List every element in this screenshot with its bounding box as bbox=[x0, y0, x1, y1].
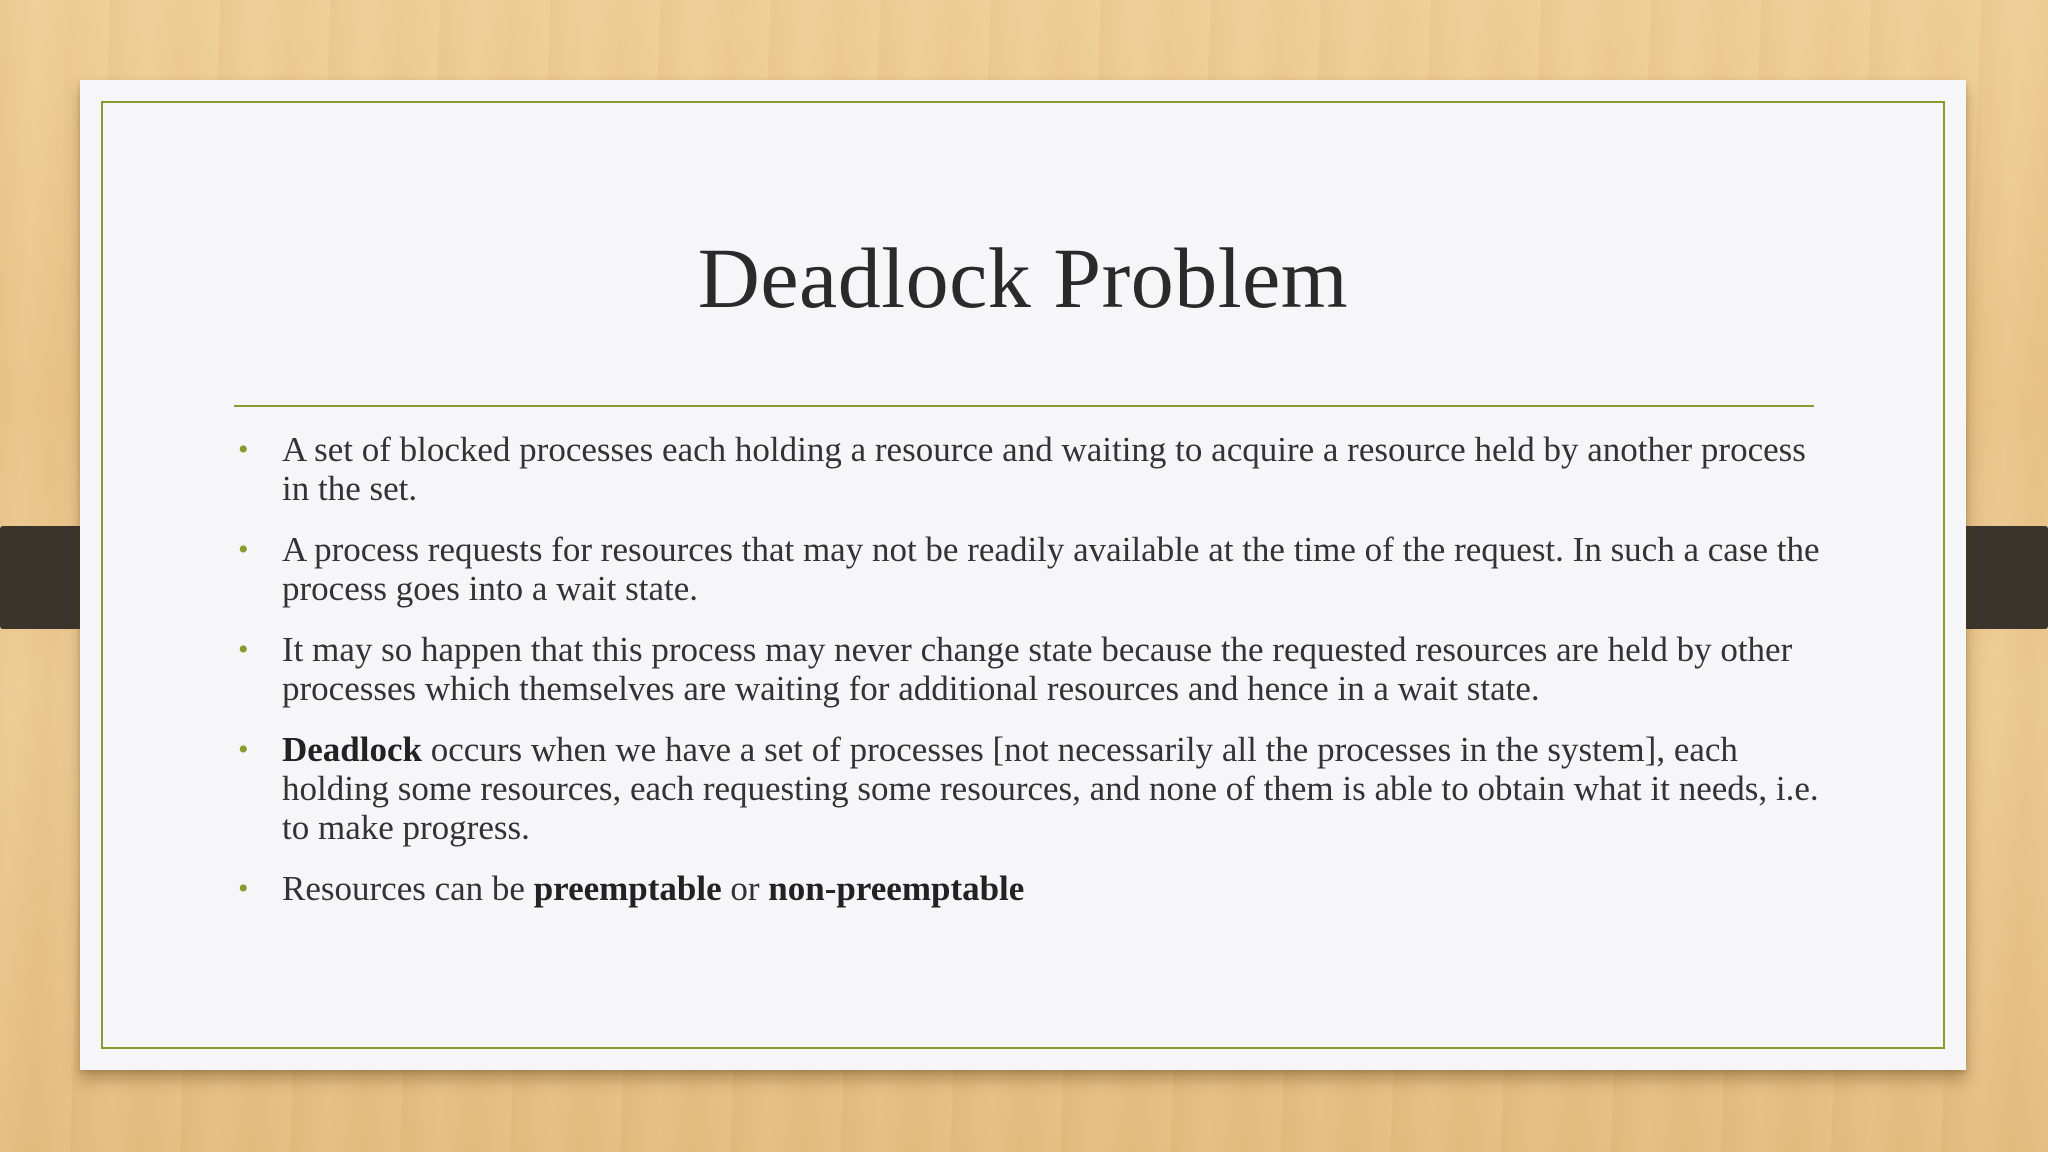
title-divider bbox=[234, 405, 1814, 407]
slide-paper bbox=[80, 80, 1966, 1070]
bullet-strong-term: non-preemptable bbox=[768, 869, 1025, 908]
bullet-item-2 bbox=[234, 530, 1834, 608]
bullet-item-5 bbox=[234, 869, 1834, 908]
bullet-dot-icon: • bbox=[238, 533, 249, 566]
bullet-dot-icon: • bbox=[238, 872, 249, 905]
bullet-text: Resources can be bbox=[282, 869, 534, 908]
bullet-strong-term: Deadlock bbox=[282, 730, 422, 769]
bullet-item-4 bbox=[234, 730, 1834, 847]
bullet-dot-icon: • bbox=[238, 433, 249, 466]
bullet-strong-term: preemptable bbox=[533, 869, 722, 908]
bullet-text: It may so happen that this process may never change state because the requested resources are held by other processes which themselves are waiting for additional resources and hence in a wait state. bbox=[282, 630, 1793, 708]
bullet-text: occurs when we have a set of processes [not necessarily all the processes in the system], each holding some resources, each requesting some resources, and none of them is able to obtain what it needs, i.e. to make progress. bbox=[282, 730, 1819, 847]
bullet-item-3 bbox=[234, 630, 1834, 708]
bullet-dot-icon: • bbox=[238, 633, 249, 666]
bullet-text: A process requests for resources that may not be readily available at the time of the request. In such a case the process goes into a wait state. bbox=[282, 530, 1820, 608]
bullet-item-1 bbox=[234, 430, 1834, 508]
bullet-dot-icon: • bbox=[238, 733, 249, 766]
bullet-text: A set of blocked processes each holding a resource and waiting to acquire a resource held by another process in the set. bbox=[282, 430, 1806, 508]
slide-title: Deadlock Problem bbox=[697, 230, 1349, 326]
bullet-text: or bbox=[721, 869, 769, 908]
bullet-list bbox=[234, 430, 1834, 930]
